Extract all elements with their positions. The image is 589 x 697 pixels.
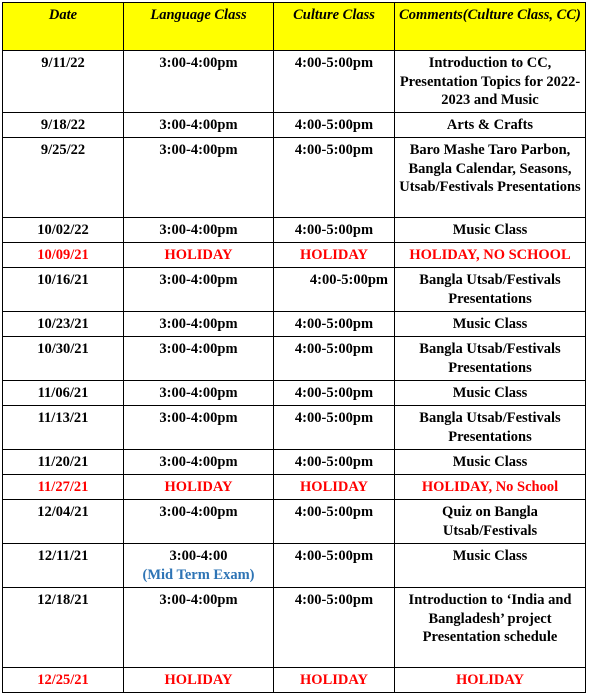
culture-class-cell: 4:00-5:00pm: [274, 450, 395, 475]
schedule-row: [3, 218, 586, 243]
date-cell: 9/18/22: [3, 113, 124, 138]
language-class-cell: HOLIDAY: [124, 243, 274, 268]
language-class-cell: 3:00-4:00pm: [124, 450, 274, 475]
date-cell: 12/11/21: [3, 544, 124, 588]
culture-class-cell: 4:00-5:00pm: [274, 337, 395, 381]
language-class-cell: 3:00-4:00pm: [124, 51, 274, 113]
culture-class-cell: 4:00-5:00pm: [274, 312, 395, 337]
holiday-row: [3, 475, 586, 500]
comments-cell: Arts & Crafts: [395, 113, 586, 138]
schedule-row: [3, 406, 586, 450]
comments-cell: Bangla Utsab/Festivals Presentations: [395, 406, 586, 450]
comments-cell: HOLIDAY: [395, 668, 586, 693]
schedule-row: [3, 588, 586, 668]
date-header: Date: [3, 3, 124, 51]
schedule-row: [3, 500, 586, 544]
date-cell: 11/06/21: [3, 381, 124, 406]
date-cell: 11/13/21: [3, 406, 124, 450]
culture-class-cell: 4:00-5:00pm: [274, 544, 395, 588]
language-class-header: Language Class: [124, 3, 274, 51]
date-cell: 10/23/21: [3, 312, 124, 337]
language-class-cell: 3:00-4:00pm: [124, 312, 274, 337]
culture-class-cell: 4:00-5:00pm: [274, 500, 395, 544]
culture-class-cell: 4:00-5:00pm: [274, 381, 395, 406]
comments-cell: Bangla Utsab/Festivals Presentations: [395, 337, 586, 381]
language-class-cell: 3:00-4:00pm: [124, 113, 274, 138]
schedule-row: [3, 450, 586, 475]
language-class-cell: 3:00-4:00pm: [124, 218, 274, 243]
culture-class-cell: 4:00-5:00pm: [274, 268, 395, 312]
comments-cell: Bangla Utsab/Festivals Presentations: [395, 268, 586, 312]
date-cell: 11/27/21: [3, 475, 124, 500]
language-class-cell: 3:00-4:00pm: [124, 588, 274, 668]
comments-cell: Music Class: [395, 544, 586, 588]
comments-cell: Music Class: [395, 381, 586, 406]
schedule-row: [3, 381, 586, 406]
comments-cell: HOLIDAY, No School: [395, 475, 586, 500]
language-class-cell: 3:00-4:00pm: [124, 406, 274, 450]
language-class-cell: 3:00-4:00pm: [124, 500, 274, 544]
date-cell: 10/09/21: [3, 243, 124, 268]
date-cell: 10/02/22: [3, 218, 124, 243]
culture-class-cell: HOLIDAY: [274, 243, 395, 268]
date-cell: 12/18/21: [3, 588, 124, 668]
culture-class-cell: 4:00-5:00pm: [274, 218, 395, 243]
culture-class-cell: 4:00-5:00pm: [274, 113, 395, 138]
date-cell: 10/16/21: [3, 268, 124, 312]
comments-cell: Introduction to CC, Presentation Topics for 2022-2023 and Music: [395, 51, 586, 113]
schedule-row: [3, 51, 586, 113]
holiday-row: [3, 668, 586, 693]
language-class-cell: [124, 544, 274, 588]
date-cell: 9/25/22: [3, 138, 124, 218]
culture-class-cell: 4:00-5:00pm: [274, 138, 395, 218]
schedule-row: [3, 138, 586, 218]
header-row: [3, 3, 586, 51]
culture-class-cell: 4:00-5:00pm: [274, 406, 395, 450]
schedule-row: [3, 312, 586, 337]
date-cell: 10/30/21: [3, 337, 124, 381]
language-class-cell: HOLIDAY: [124, 668, 274, 693]
comments-cell: Quiz on Bangla Utsab/Festivals: [395, 500, 586, 544]
schedule-row: [3, 544, 586, 588]
comments-cell: Introduction to ‘India and Bangladesh’ project Presentation schedule: [395, 588, 586, 668]
comments-cell: Baro Mashe Taro Parbon, Bangla Calendar, Seasons, Utsab/Festivals Presentations: [395, 138, 586, 218]
language-class-cell: 3:00-4:00pm: [124, 337, 274, 381]
culture-class-header: Culture Class: [274, 3, 395, 51]
date-cell: 12/04/21: [3, 500, 124, 544]
comments-header: Comments(Culture Class, CC): [395, 3, 586, 51]
date-cell: 12/25/21: [3, 668, 124, 693]
language-class-cell: 3:00-4:00pm: [124, 381, 274, 406]
schedule-row: [3, 337, 586, 381]
language-class-cell: 3:00-4:00pm: [124, 268, 274, 312]
comments-cell: Music Class: [395, 450, 586, 475]
comments-cell: Music Class: [395, 312, 586, 337]
culture-class-cell: 4:00-5:00pm: [274, 588, 395, 668]
holiday-row: [3, 243, 586, 268]
schedule-row: [3, 113, 586, 138]
culture-class-cell: HOLIDAY: [274, 475, 395, 500]
mid-term-exam-note: (Mid Term Exam): [142, 566, 255, 583]
schedule-row: [3, 268, 586, 312]
date-cell: 9/11/22: [3, 51, 124, 113]
schedule-table: [2, 2, 586, 693]
language-class-cell: HOLIDAY: [124, 475, 274, 500]
language-class-cell: 3:00-4:00pm: [124, 138, 274, 218]
culture-class-cell: 4:00-5:00pm: [274, 51, 395, 113]
culture-class-cell: HOLIDAY: [274, 668, 395, 693]
date-cell: 11/20/21: [3, 450, 124, 475]
comments-cell: Music Class: [395, 218, 586, 243]
language-time: 3:00-4:00: [169, 548, 228, 564]
comments-cell: HOLIDAY, NO SCHOOL: [395, 243, 586, 268]
